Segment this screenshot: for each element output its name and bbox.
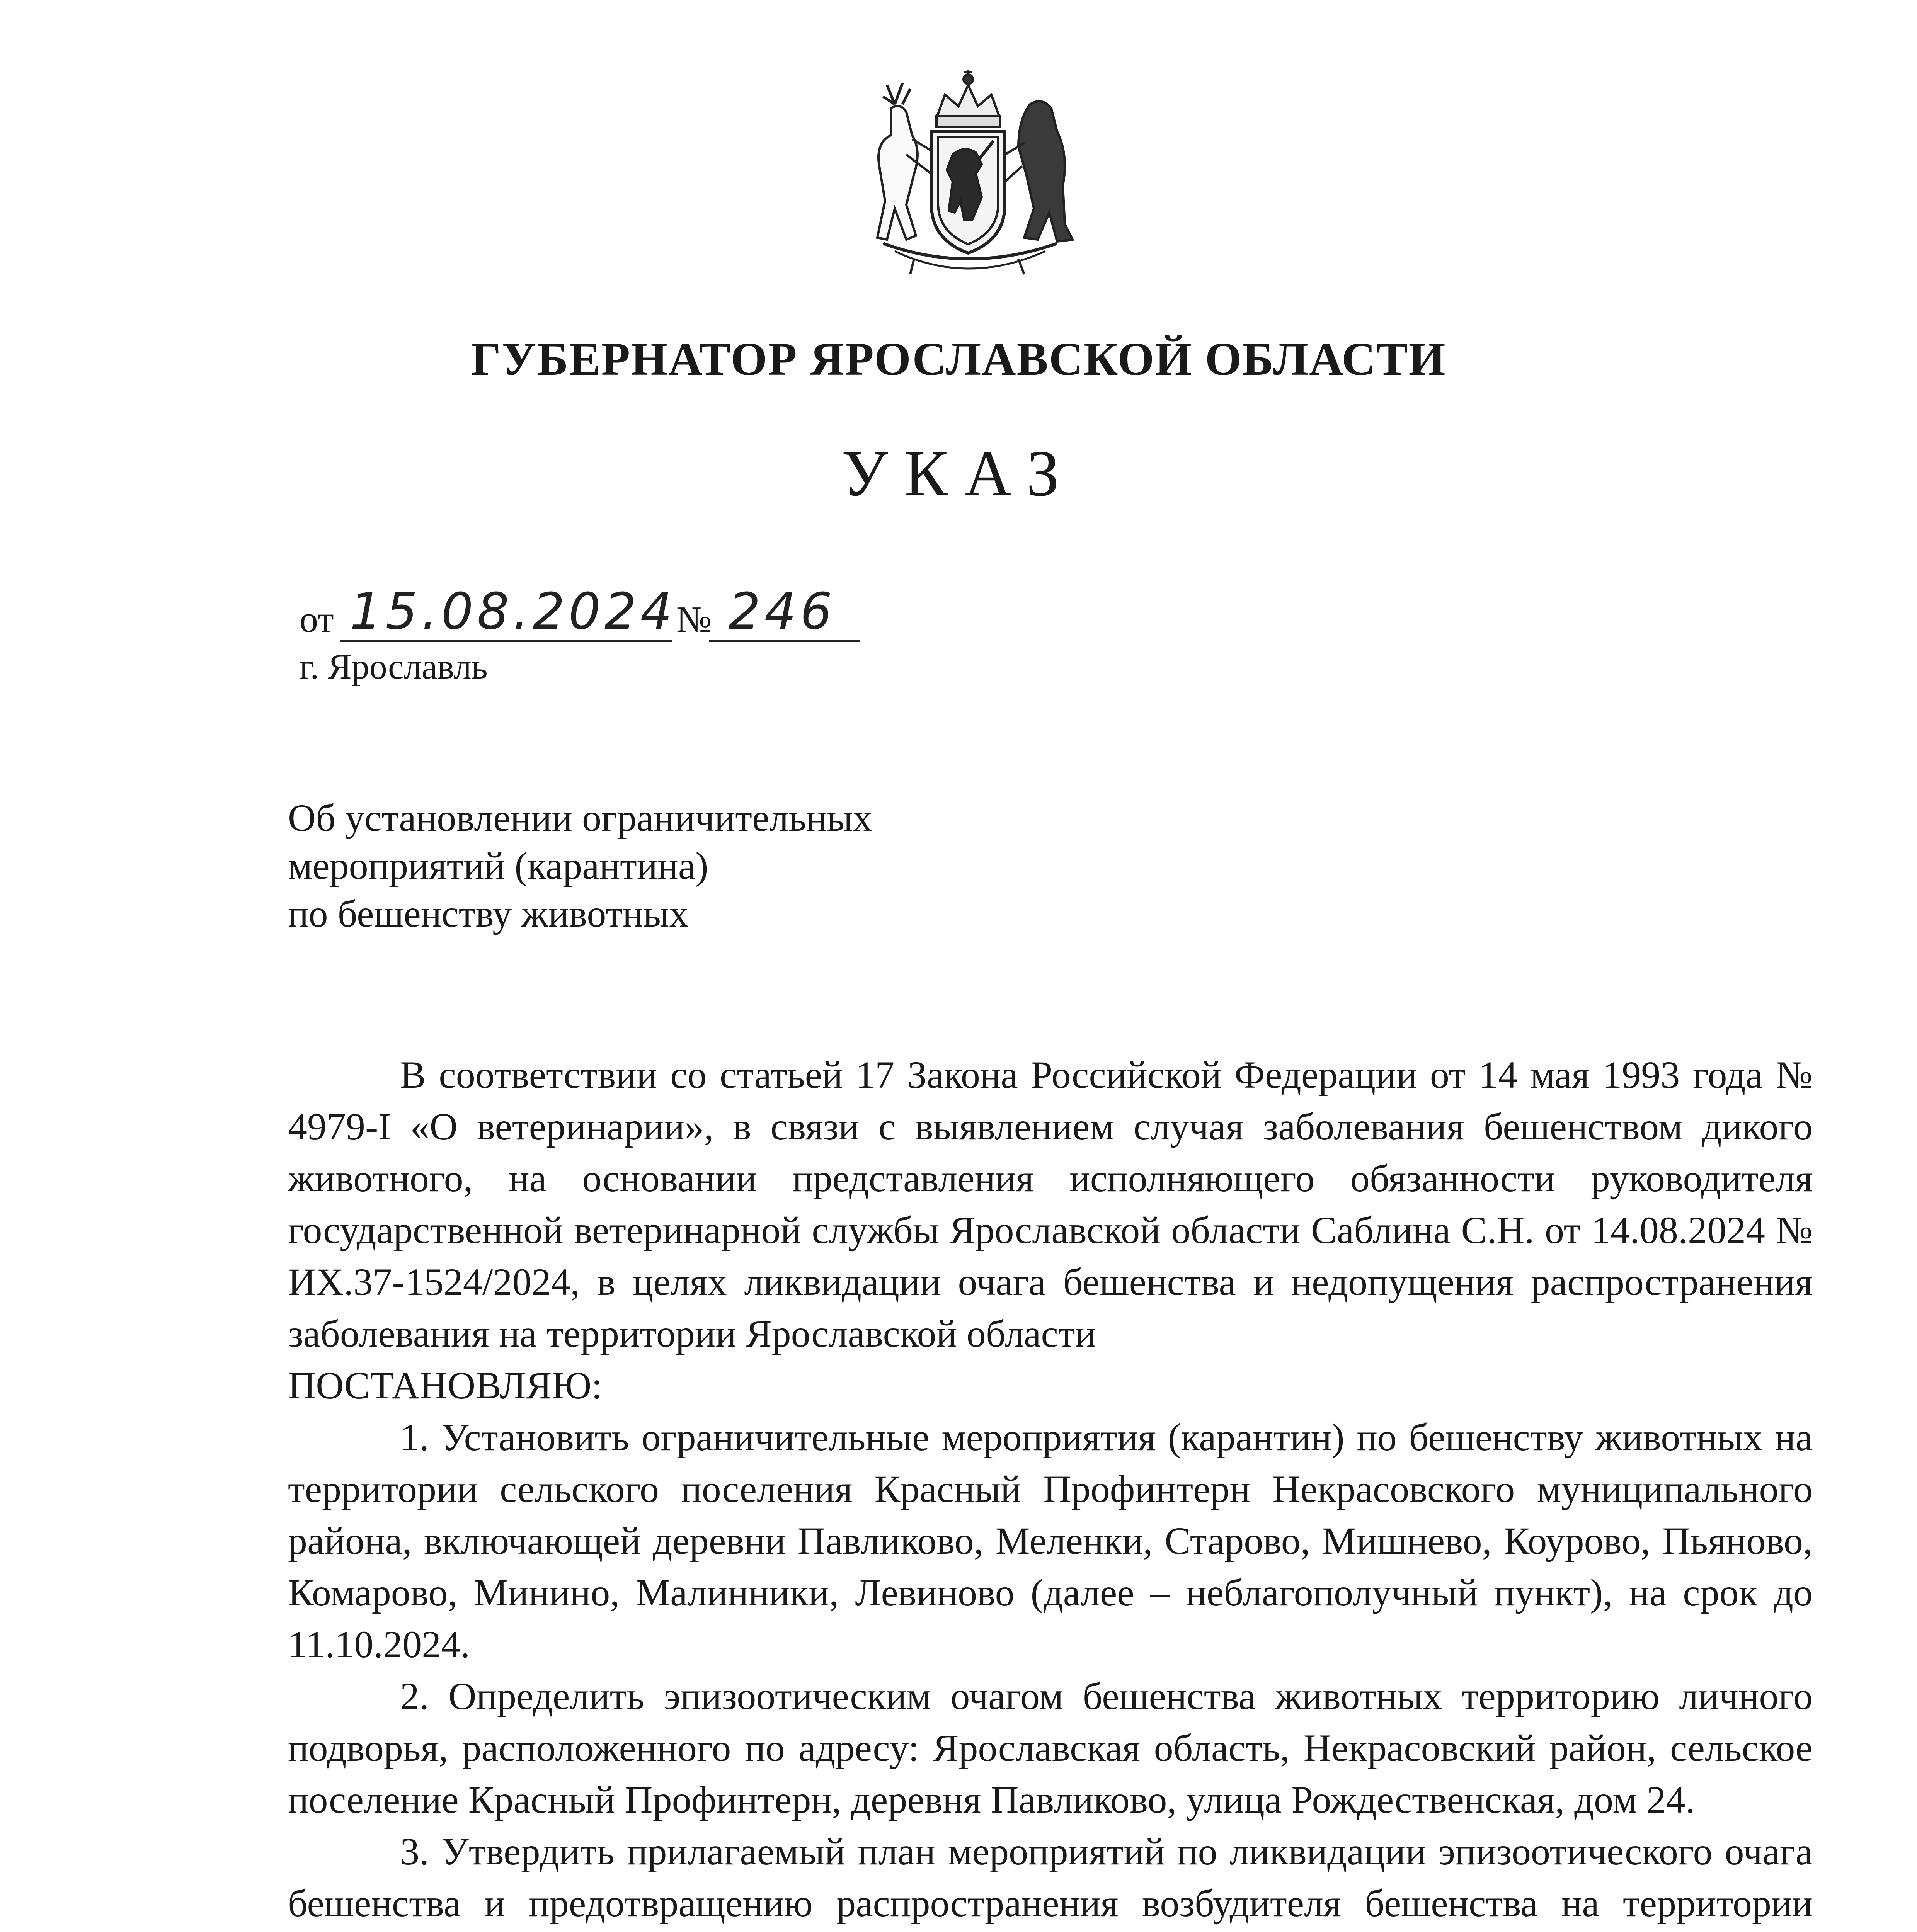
date-value: 15.08.2024 bbox=[350, 582, 676, 641]
subject-line: по бешенству животных bbox=[288, 892, 689, 935]
subject-line: Об установлении ограничительных bbox=[288, 796, 872, 839]
date-label: от bbox=[300, 599, 334, 640]
item-2: 2. Определить эпизоотическим очагом бешенства животных территорию личного подворья, расположенного по адресу: Ярославская область, Некрасовский район, сельское поселение Красный Профинтерн, деревня Павликово, улица Рождественская, дом 24. bbox=[288, 1675, 1813, 1821]
subject-line: мероприятий (карантина) bbox=[288, 844, 708, 887]
preamble-paragraph: В соответствии со статьей 17 Закона Российской Федерации от 14 мая 1993 года № 4979-I «О ветеринарии», в связи с выявлением случая заболевания бешенством дикого животного, на основании представления исполняющего обязанности руководителя государственной ветеринарной службы Ярославской области Саблина С.Н. от 14.08.2024 № ИХ.37-1524/2024, в целях ликвидации очага бешенства и недопущения распространения заболевания на территории Ярославской области bbox=[288, 1053, 1813, 1355]
coat-of-arms-icon bbox=[848, 58, 1088, 294]
document-body bbox=[288, 1049, 1813, 1932]
date-number-line bbox=[300, 572, 879, 649]
decree-word: ПОСТАНОВЛЯЮ: bbox=[288, 1364, 603, 1407]
item-1: 1. Установить ограничительные мероприятия (карантин) по бешенству животных на территории сельского поселения Красный Профинтерн Некрасовского муниципального района, включающей деревни Павликово, Меленки, Старово, Мишнево, Коурово, Пьяново, Комарово, Минино, Малинники, Левиново (далее – неблагополучный пункт), на срок до 11.10.2024. bbox=[288, 1416, 1813, 1666]
number-label: № bbox=[676, 599, 712, 640]
item-3: 3. Утвердить прилагаемый план мероприятий по ликвидации эпизоотического очага бешенства и предотвращению распространения возбудителя бешенства на территории bbox=[288, 1830, 1813, 1925]
document-type-title: УКАЗ bbox=[841, 437, 1076, 510]
issuing-authority-title: ГУБЕРНАТОР ЯРОСЛАВСКОЙ ОБЛАСТИ bbox=[471, 333, 1446, 385]
date-underline bbox=[340, 640, 672, 642]
city: г. Ярославль bbox=[300, 647, 488, 686]
number-underline bbox=[709, 640, 860, 642]
number-value: 246 bbox=[729, 582, 836, 641]
document-subject bbox=[288, 794, 1216, 938]
